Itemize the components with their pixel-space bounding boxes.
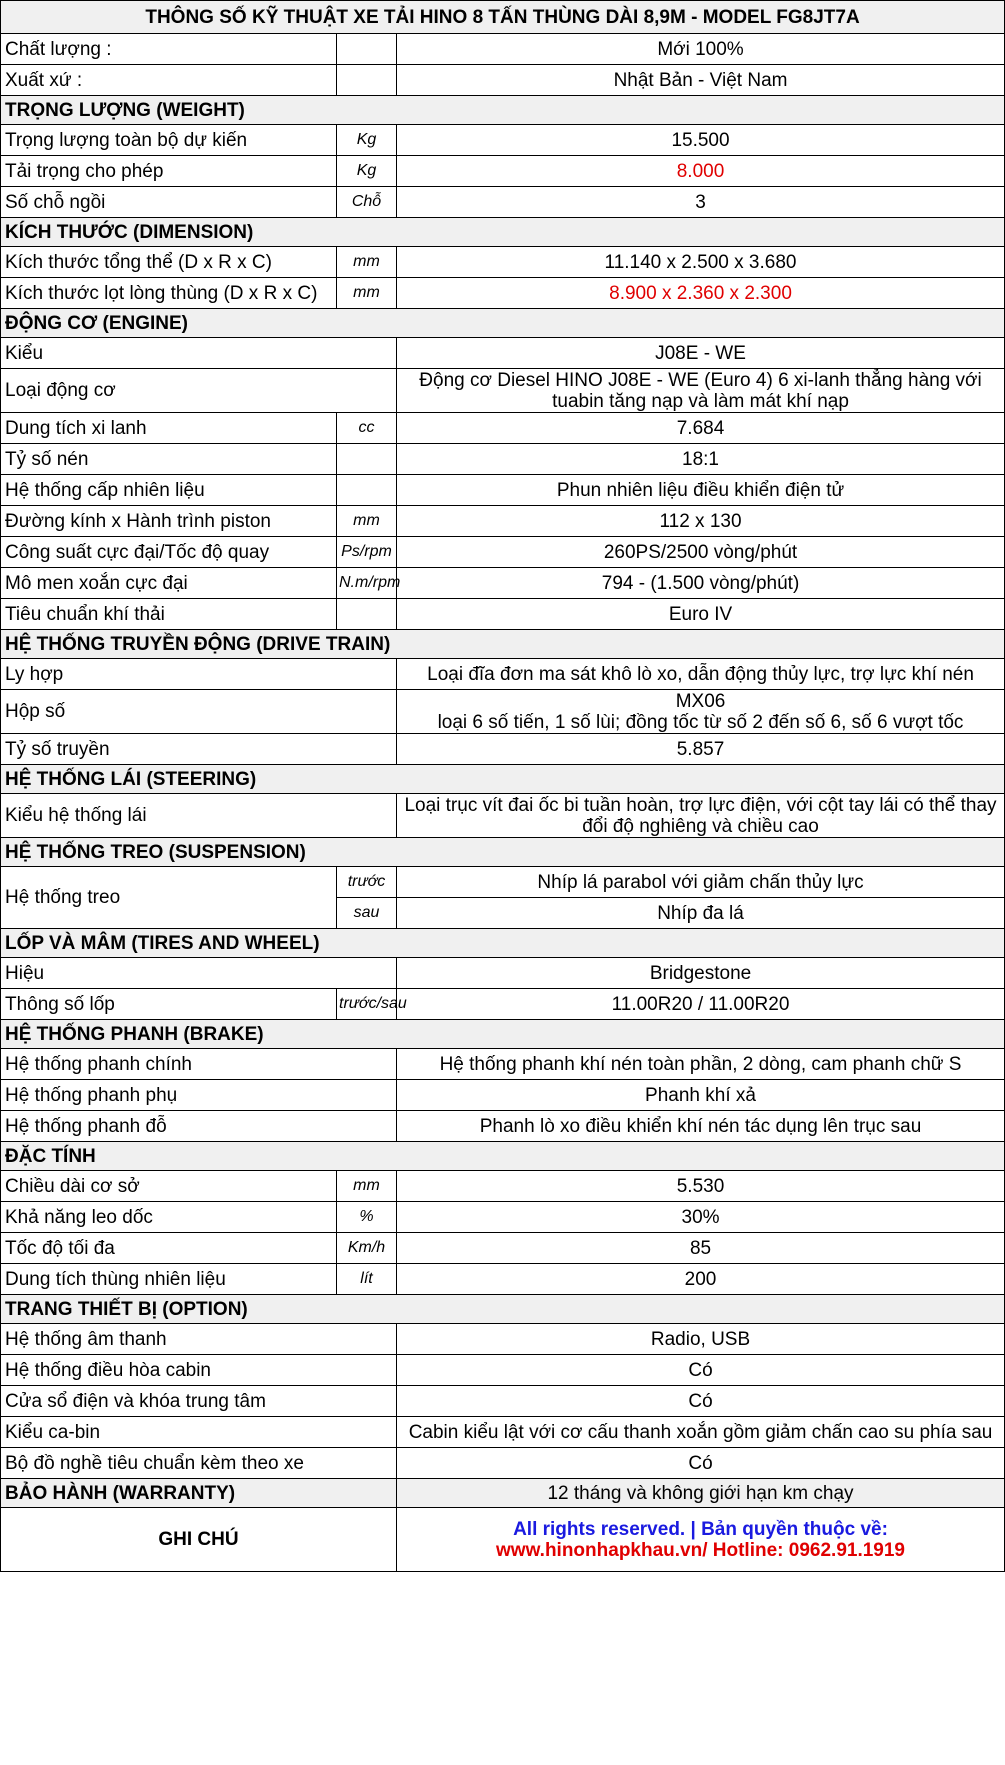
spec-row — [1, 1171, 1005, 1202]
section-header — [1, 630, 1005, 659]
spec-label: Hệ thống treo — [1, 867, 337, 929]
spec-label: Chiều dài cơ sở — [1, 1171, 337, 1202]
section-title: TRỌNG LƯỢNG (WEIGHT) — [1, 96, 1005, 125]
spec-value-text-2: loại 6 số tiến, 1 số lùi; đồng tốc từ số 2 đến số 6, số 6 vượt tốc — [437, 711, 964, 733]
spec-value: Euro IV — [397, 599, 1005, 630]
section-header — [1, 929, 1005, 958]
spec-unit: mm — [337, 278, 397, 309]
spec-value: Phun nhiên liệu điều khiển điện tử — [397, 475, 1005, 506]
spec-unit: sau — [337, 898, 397, 929]
spec-row — [1, 1417, 1005, 1448]
spec-row — [1, 599, 1005, 630]
spec-value — [397, 1080, 1005, 1111]
spec-value-text: Cabin kiểu lật với cơ cấu thanh xoắn gồm giảm chấn cao su phía sau — [408, 1421, 993, 1443]
spec-label: Hệ thống phanh đỗ — [1, 1111, 397, 1142]
spec-value — [397, 1111, 1005, 1142]
spec-label: Hệ thống phanh phụ — [1, 1080, 397, 1111]
spec-value: 15.500 — [397, 125, 1005, 156]
spec-value: Mới 100% — [397, 34, 1005, 65]
section-header — [1, 309, 1005, 338]
spec-unit: % — [337, 1202, 397, 1233]
spec-unit: lít — [337, 1264, 397, 1295]
spec-row — [1, 278, 1005, 309]
spec-value: Nhíp đa lá — [397, 898, 1005, 929]
spec-label: Hộp số — [1, 690, 397, 734]
spec-value — [397, 1417, 1005, 1448]
spec-value: 11.140 x 2.500 x 3.680 — [397, 247, 1005, 278]
section-header — [1, 765, 1005, 794]
spec-unit — [337, 475, 397, 506]
spec-unit: trước/sau — [337, 989, 397, 1020]
spec-value — [397, 734, 1005, 765]
spec-value: 5.530 — [397, 1171, 1005, 1202]
spec-value: 8.900 x 2.360 x 2.300 — [397, 278, 1005, 309]
spec-value: Nhật Bản - Việt Nam — [397, 65, 1005, 96]
spec-row — [1, 734, 1005, 765]
section-title: LỐP VÀ MÂM (TIRES AND WHEEL) — [1, 929, 1005, 958]
spec-row — [1, 537, 1005, 568]
spec-row — [1, 1264, 1005, 1295]
page-title: THÔNG SỐ KỸ THUẬT XE TẢI HINO 8 TẤN THÙNG DÀI 8,9M - MODEL FG8JT7A — [1, 1, 1005, 34]
spec-row — [1, 1448, 1005, 1479]
spec-value — [397, 1448, 1005, 1479]
spec-row — [1, 338, 1005, 369]
spec-value: 85 — [397, 1233, 1005, 1264]
spec-value-text: J08E - WE — [655, 342, 746, 364]
spec-label: Hệ thống phanh chính — [1, 1049, 397, 1080]
spec-label: Ly hợp — [1, 659, 397, 690]
spec-row — [1, 1049, 1005, 1080]
spec-value — [397, 1355, 1005, 1386]
spec-label: Tỷ số nén — [1, 444, 337, 475]
title-row — [1, 1, 1005, 34]
spec-value: 794 - (1.500 vòng/phút) — [397, 568, 1005, 599]
spec-label: Cửa sổ điện và khóa trung tâm — [1, 1386, 397, 1417]
spec-label: Kích thước tổng thể (D x R x C) — [1, 247, 337, 278]
spec-unit: N.m/rpm — [337, 568, 397, 599]
spec-label: Tốc độ tối đa — [1, 1233, 337, 1264]
spec-label: Số chỗ ngồi — [1, 187, 337, 218]
warranty-row — [1, 1479, 1005, 1508]
spec-row — [1, 690, 1005, 734]
section-header — [1, 218, 1005, 247]
spec-label: Dung tích thùng nhiên liệu — [1, 1264, 337, 1295]
spec-value-text: Có — [688, 1359, 713, 1381]
spec-value-text: Bridgestone — [649, 962, 752, 984]
spec-row — [1, 794, 1005, 838]
spec-value-text: Loại đĩa đơn ma sát khô lò xo, dẫn động thủy lực, trợ lực khí nén — [427, 663, 974, 685]
spec-row — [1, 568, 1005, 599]
spec-row — [1, 1324, 1005, 1355]
spec-unit — [337, 444, 397, 475]
spec-unit: Kg — [337, 156, 397, 187]
spec-row — [1, 659, 1005, 690]
spec-row — [1, 413, 1005, 444]
spec-label: Trọng lượng toàn bộ dự kiến — [1, 125, 337, 156]
spec-value — [397, 1386, 1005, 1417]
spec-label: Khả năng leo dốc — [1, 1202, 337, 1233]
warranty-value: 12 tháng và không giới hạn km chạy — [397, 1479, 1005, 1508]
spec-value-text: 5.857 — [676, 738, 725, 760]
spec-label: Xuất xứ : — [1, 65, 337, 96]
spec-label: Tải trọng cho phép — [1, 156, 337, 187]
spec-value: 260PS/2500 vòng/phút — [397, 537, 1005, 568]
spec-value: 3 — [397, 187, 1005, 218]
spec-label: Thông số lốp — [1, 989, 337, 1020]
spec-label: Hiệu — [1, 958, 397, 989]
section-title: ĐỘNG CƠ (ENGINE) — [1, 309, 1005, 338]
section-header — [1, 1142, 1005, 1171]
spec-row — [1, 369, 1005, 413]
spec-row — [1, 958, 1005, 989]
spec-label: Hệ thống điều hòa cabin — [1, 1355, 397, 1386]
section-header — [1, 96, 1005, 125]
spec-row — [1, 1111, 1005, 1142]
spec-value: 200 — [397, 1264, 1005, 1295]
spec-row — [1, 1355, 1005, 1386]
spec-label: Công suất cực đại/Tốc độ quay — [1, 537, 337, 568]
spec-value — [397, 794, 1005, 838]
spec-unit: mm — [337, 247, 397, 278]
spec-value: 112 x 130 — [397, 506, 1005, 537]
spec-row — [1, 475, 1005, 506]
spec-label: Đường kính x Hành trình piston — [1, 506, 337, 537]
section-title: HỆ THỐNG LÁI (STEERING) — [1, 765, 1005, 794]
spec-row — [1, 247, 1005, 278]
spec-label: Tỷ số truyền — [1, 734, 397, 765]
spec-unit — [337, 599, 397, 630]
spec-value-text: Động cơ Diesel HINO J08E - WE (Euro 4) 6 xi-lanh thẳng hàng với tuabin tăng nạp và làm mát khí nạp — [419, 369, 982, 412]
spec-label: Kiểu ca-bin — [1, 1417, 397, 1448]
spec-row — [1, 1080, 1005, 1111]
section-title: HỆ THỐNG PHANH (BRAKE) — [1, 1020, 1005, 1049]
spec-value — [397, 690, 1005, 734]
section-title: KÍCH THƯỚC (DIMENSION) — [1, 218, 1005, 247]
spec-unit: trước — [337, 867, 397, 898]
note-row — [1, 1508, 1005, 1572]
section-title: HỆ THỐNG TRUYỀN ĐỘNG (DRIVE TRAIN) — [1, 630, 1005, 659]
spec-value: 8.000 — [397, 156, 1005, 187]
spec-value — [397, 1324, 1005, 1355]
spec-label: Dung tích xi lanh — [1, 413, 337, 444]
spec-unit: cc — [337, 413, 397, 444]
spec-value-text: Phanh khí xả — [645, 1084, 756, 1106]
spec-unit: Kg — [337, 125, 397, 156]
spec-label: Hệ thống âm thanh — [1, 1324, 397, 1355]
spec-value-text: MX06 — [675, 690, 726, 712]
spec-value-text: Có — [688, 1452, 713, 1474]
spec-row — [1, 1202, 1005, 1233]
spec-value-text: Hệ thống phanh khí nén toàn phần, 2 dòng, cam phanh chữ S — [439, 1053, 962, 1075]
spec-label: Mô men xoắn cực đại — [1, 568, 337, 599]
spec-label: Tiêu chuẩn khí thải — [1, 599, 337, 630]
spec-label: Bộ đồ nghề tiêu chuẩn kèm theo xe — [1, 1448, 397, 1479]
spec-label: Kích thước lọt lòng thùng (D x R x C) — [1, 278, 337, 309]
spec-value-text: Loại trục vít đai ốc bi tuần hoàn, trợ lực điện, với cột tay lái có thể thay đổi độ nghiêng và chiều cao — [404, 794, 997, 837]
spec-value: 30% — [397, 1202, 1005, 1233]
spec-label: Chất lượng : — [1, 34, 337, 65]
spec-value-text: Phanh lò xo điều khiển khí nén tác dụng lên trục sau — [479, 1115, 922, 1137]
note-label: GHI CHÚ — [1, 1508, 397, 1572]
warranty-label: BẢO HÀNH (WARRANTY) — [1, 1479, 397, 1508]
spec-row — [1, 506, 1005, 537]
spec-unit: Km/h — [337, 1233, 397, 1264]
section-header — [1, 838, 1005, 867]
spec-unit: Ps/rpm — [337, 537, 397, 568]
spec-row — [1, 989, 1005, 1020]
spec-unit: Chỗ — [337, 187, 397, 218]
spec-label: Kiểu — [1, 338, 397, 369]
note-value — [397, 1508, 1005, 1572]
section-header — [1, 1295, 1005, 1324]
spec-value: 18:1 — [397, 444, 1005, 475]
spec-value-text: Radio, USB — [650, 1328, 751, 1350]
spec-unit — [337, 65, 397, 96]
spec-value-text: Có — [688, 1390, 713, 1412]
website-hotline-link[interactable]: www.hinonhapkhau.vn/ Hotline: 0962.91.1919 — [496, 1539, 905, 1561]
copyright-text: All rights reserved. | Bản quyền thuộc về: — [513, 1518, 888, 1540]
spec-value — [397, 1049, 1005, 1080]
spec-row — [1, 125, 1005, 156]
spec-value: 7.684 — [397, 413, 1005, 444]
spec-value — [397, 369, 1005, 413]
spec-row — [1, 1233, 1005, 1264]
section-title: TRANG THIẾT BỊ (OPTION) — [1, 1295, 1005, 1324]
spec-label: Kiểu hệ thống lái — [1, 794, 397, 838]
spec-row — [1, 156, 1005, 187]
spec-row — [1, 444, 1005, 475]
section-title: ĐẶC TÍNH — [1, 1142, 1005, 1171]
spec-value: Nhíp lá parabol với giảm chấn thủy lực — [397, 867, 1005, 898]
section-header — [1, 1020, 1005, 1049]
spec-row — [1, 65, 1005, 96]
spec-row — [1, 34, 1005, 65]
spec-unit — [337, 34, 397, 65]
spec-row — [1, 1386, 1005, 1417]
spec-label: Hệ thống cấp nhiên liệu — [1, 475, 337, 506]
spec-row — [1, 187, 1005, 218]
spec-unit: mm — [337, 506, 397, 537]
section-title: HỆ THỐNG TREO (SUSPENSION) — [1, 838, 1005, 867]
spec-value — [397, 958, 1005, 989]
spec-label: Loại động cơ — [1, 369, 397, 413]
spec-value — [397, 659, 1005, 690]
spec-row — [1, 867, 1005, 898]
spec-value — [397, 338, 1005, 369]
spec-value: 11.00R20 / 11.00R20 — [397, 989, 1005, 1020]
spec-unit: mm — [337, 1171, 397, 1202]
